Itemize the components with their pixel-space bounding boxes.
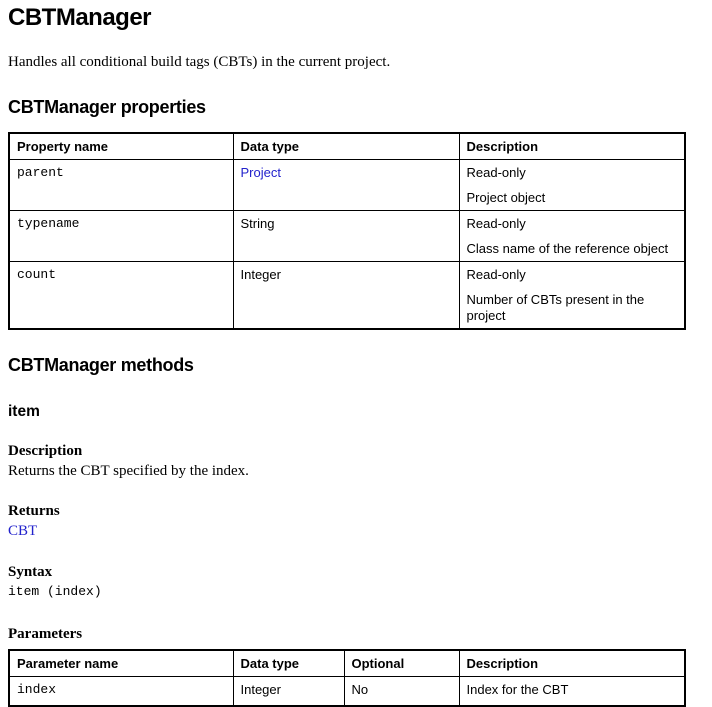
syntax-label: Syntax [8,564,53,580]
parameter-description-cell: Index for the CBT [459,677,685,706]
method-name-heading: item [8,403,40,420]
properties-heading: CBTManager properties [8,97,206,117]
description-line: Read-only [466,267,526,282]
table-row [9,160,685,211]
syntax-code: item (index) [8,584,102,599]
method-syntax-block [8,562,704,602]
parameter-name-cell: index [9,677,233,706]
method-description-block [8,441,704,481]
column-header-description: Description [459,133,685,160]
property-datatype-cell: Integer [233,262,459,330]
page-title: CBTManager [8,4,152,31]
property-name-cell: typename [9,211,233,262]
column-header-optional: Optional [344,650,459,677]
returns-label: Returns [8,503,60,519]
table-row [9,211,685,262]
properties-table-header-row [9,133,685,160]
description-text: Returns the CBT specified by the index. [8,463,249,479]
property-description-cell [459,211,685,262]
properties-table [8,132,686,330]
table-row [9,262,685,330]
description-line: Class name of the reference object [466,241,669,256]
column-header-parameter-name: Parameter name [9,650,233,677]
method-returns-block [8,501,704,541]
description-line: Project object [466,190,546,205]
parameter-datatype-cell: Integer [233,677,344,706]
methods-heading: CBTManager methods [8,355,194,375]
project-link[interactable]: Project [240,165,281,180]
property-datatype-cell: String [233,211,459,262]
table-row [9,677,685,706]
cbt-link[interactable]: CBT [8,523,38,539]
property-name-cell: count [9,262,233,330]
property-description-cell [459,262,685,330]
parameters-label: Parameters [8,626,83,642]
description-line: Read-only [466,165,526,180]
parameters-table-header-row [9,650,685,677]
column-header-data-type: Data type [233,650,344,677]
description-label: Description [8,443,83,459]
intro-text: Handles all conditional build tags (CBTs) in the current project. [8,54,391,70]
parameters-table [8,649,686,707]
column-header-data-type: Data type [233,133,459,160]
parameter-optional-cell: No [344,677,459,706]
description-line: Number of CBTs present in the project [466,292,645,323]
column-header-description: Description [459,650,685,677]
property-description-cell [459,160,685,211]
description-line: Read-only [466,216,526,231]
column-header-property-name: Property name [9,133,233,160]
property-name-cell: parent [9,160,233,211]
